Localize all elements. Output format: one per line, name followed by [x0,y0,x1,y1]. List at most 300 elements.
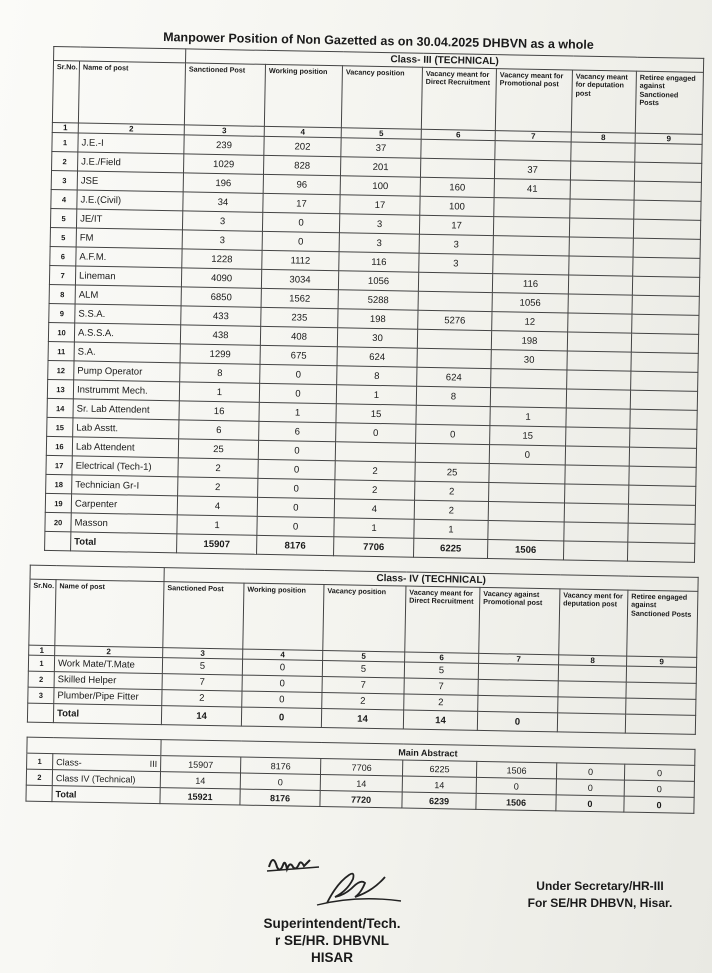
handwritten-signature [257,845,407,915]
promo-cell: 15 [490,426,566,446]
col-number: 5 [323,651,405,663]
sr-no-cell: 19 [45,493,71,512]
class3-heading: Class- III (TECHNICAL) [186,49,704,72]
col-header: Retiree engaged against Sanctioned Posts [635,71,703,134]
working-cell: 96 [263,174,340,194]
deput-cell [565,484,629,504]
sanctioned-cell: 6 [179,420,259,440]
signatory-left-line1: Superintendent/Tech. [263,916,401,931]
col-number: 1 [52,122,78,132]
post-name-cell: Instrummt Mech. [73,380,179,401]
post-name: Class- [56,756,82,768]
sr-no-cell: 5 [50,227,76,246]
post-name-cell: FM [76,228,182,249]
document-title: Manpower Position of Non Gazetted as on 30.04.2025 DHBVN as a whole [163,30,594,52]
total-label: Total [71,532,177,553]
deput-cell [565,465,629,485]
sr-no-cell: 1 [52,132,78,151]
total-direct: 6225 [413,538,487,558]
sanctioned-cell: 2 [162,690,242,707]
col-number: 6 [405,652,479,663]
sr-no-cell: 2 [52,151,78,170]
sr-no-cell: 15 [47,417,73,436]
post-name-cell: JE/IT [76,209,182,230]
working-cell: 0 [258,459,335,479]
total-deput [563,541,627,561]
working-cell: 0 [257,497,334,517]
promo-cell [489,464,565,484]
working-cell: 0 [242,691,322,708]
promo-cell: 41 [494,179,570,199]
sanctioned-cell: 3 [182,211,262,231]
sanctioned-cell: 239 [184,135,264,155]
direct-cell: 2 [414,500,488,520]
col-header: Sr.No. [52,61,79,123]
sanctioned-cell: 433 [181,306,261,326]
sr-no-cell: 4 [51,189,77,208]
deput-cell [564,522,628,542]
total-retiree [625,714,695,734]
post-name-cell: Pump Operator [74,361,180,382]
main-abstract-table [25,737,695,814]
working-cell: 675 [260,345,337,365]
deput-cell [570,161,634,181]
sr-no-cell: 14 [47,398,73,417]
sr-no-cell: 6 [50,246,76,265]
deput-cell: 0 [556,779,624,796]
deput-cell [567,332,631,352]
vacancy-cell: 116 [339,252,419,272]
direct-cell: 25 [415,462,489,482]
col-number: 1 [29,645,55,655]
vacancy-cell: 0 [336,423,416,443]
total-sanctioned: 14 [161,706,241,726]
retiree-cell [629,447,696,467]
col-number: 8 [559,655,627,666]
vacancy-cell: 17 [340,195,420,215]
deput-cell [570,199,634,219]
direct-cell: 624 [417,367,491,387]
col-header: Vacancy ment for deputation post [559,589,628,656]
vacancy-cell: 2 [335,461,415,481]
sr-no-cell: 5 [50,208,76,227]
working-cell: 17 [263,193,340,213]
direct-cell: 5276 [418,310,492,330]
total-working: 8176 [257,535,334,555]
post-name-cell: J.E.(Civil) [77,190,183,211]
sanctioned-cell: 15907 [161,756,241,773]
sr-no-cell: 7 [49,265,75,284]
sanctioned-cell: 25 [178,439,258,459]
vacancy-cell: 2 [335,480,415,500]
post-name-cell: Skilled Helper [54,672,162,690]
post-name-cell: J.E.-I [78,133,184,154]
retiree-cell [626,682,696,699]
promo-cell [478,663,558,680]
col-header: Working position [264,64,342,127]
vacancy-cell: 201 [340,157,420,177]
post-name-cell [52,770,160,788]
vacancy-cell: 100 [340,176,420,196]
sanctioned-cell: 8 [180,363,260,383]
post-name-cell: J.E./Field [78,152,184,173]
sr-no-cell: 20 [45,512,71,531]
sanctioned-cell: 438 [180,325,260,345]
class4-heading: Class- IV (TECHNICAL) [164,568,698,592]
promo-cell: 37 [494,160,570,180]
retiree-cell: 0 [624,764,694,781]
signatory-right [500,878,700,912]
direct-cell [421,139,495,159]
sr-no-cell: 17 [46,455,72,474]
working-cell: 0 [262,212,339,232]
sanctioned-cell: 1 [179,382,259,402]
retiree-cell [630,409,697,429]
sanctioned-cell: 34 [183,192,263,212]
col-header: Retiree engaged against Sanctioned Posts [627,590,698,657]
direct-cell [416,405,490,425]
working-cell: 8176 [241,757,321,774]
working-cell: 235 [261,307,338,327]
retiree-cell [628,504,695,524]
deput-cell [571,142,635,162]
promo-cell [489,483,565,503]
promo-cell [493,217,569,237]
vacancy-cell: 5 [322,661,404,678]
post-name-cell: S.A. [74,342,180,363]
direct-cell: 7 [404,678,478,695]
deput-cell [565,446,629,466]
col-number: 4 [243,649,323,660]
post-name-cell: Lab Asstt. [73,418,179,439]
promo-cell [478,679,558,696]
total-promo: 1506 [476,793,556,810]
retiree-cell [635,143,702,163]
deput-cell [567,351,631,371]
post-name-cell: Plumber/Pipe Fitter [54,688,162,706]
sanctioned-cell: 14 [160,772,240,789]
direct-cell [417,329,491,349]
deput-cell [569,237,633,257]
promo-cell: 30 [491,350,567,370]
direct-cell [414,519,488,539]
col-number: 2 [78,123,184,135]
vacancy-cell: 14 [320,775,402,792]
total-vacancy: 7720 [320,791,402,808]
promo-cell: 198 [491,331,567,351]
promo-cell: 116 [492,274,568,294]
promo-cell: 1056 [492,293,568,313]
sr-no-cell: 11 [48,341,74,360]
sr-no-cell: 12 [48,360,74,379]
direct-cell [420,158,494,178]
retiree-cell [634,200,701,220]
post-name-cell: Lab Attendent [72,437,178,458]
working-cell: 0 [259,383,336,403]
direct-cell: 8 [416,386,490,406]
vacancy-cell: 2 [322,693,404,710]
total-retiree [627,542,694,562]
direct-cell: 6225 [402,760,476,777]
sr-no-cell: 9 [49,303,75,322]
direct-cell: 2 [415,481,489,501]
vacancy-cell: 3 [339,214,419,234]
retiree-cell [629,466,696,486]
total-working: 0 [241,707,321,727]
sanctioned-cell: 1299 [180,344,260,364]
col-header: Vacancy against Promotional post [479,587,560,654]
total-vacancy: 14 [321,709,403,729]
retiree-cell [626,698,696,715]
direct-cell: 3 [419,253,493,273]
deput-cell [568,294,632,314]
retiree-cell [631,371,698,391]
deput-cell [569,256,633,276]
vacancy-cell: 37 [341,138,421,158]
working-cell: 1112 [262,250,339,270]
direct-cell: 3 [419,234,493,254]
working-cell: 0 [258,478,335,498]
retiree-cell: 0 [624,780,694,797]
direct-cell: 17 [419,215,493,235]
col-number: 9 [635,133,702,144]
sr-no-cell: 1 [27,753,53,769]
col-header: Vacancy meant for Direct Recruitment [405,586,480,653]
retiree-cell [630,390,697,410]
deput-cell [564,503,628,523]
working-cell: 0 [257,516,334,536]
col-number: 6 [421,129,495,140]
sanctioned-cell: 3 [182,230,262,250]
working-cell: 202 [264,136,341,156]
retiree-cell [631,352,698,372]
vacancy-cell: 1 [336,385,416,405]
deput-cell [566,427,630,447]
retiree-cell [633,219,700,239]
deput-cell [566,389,630,409]
sr-no-cell: 2 [28,671,54,687]
total-direct: 6239 [402,792,476,809]
direct-cell: 2 [404,694,478,711]
sanctioned-cell: 16 [179,401,259,421]
total-sanctioned: 15921 [160,788,240,805]
vacancy-cell: 4 [334,499,414,519]
sanctioned-cell: 4 [177,496,257,516]
total-vacancy: 7706 [334,537,414,557]
signatory-left-line3: HISAR [310,950,353,965]
deput-cell: 0 [556,763,624,780]
post-name-cell: Work Mate/T.Mate [54,656,162,674]
deput-cell [569,218,633,238]
vacancy-cell: 5288 [338,290,418,310]
retiree-cell [628,523,695,543]
sanctioned-cell: 7 [162,674,242,691]
col-number: 9 [627,656,697,667]
total-promo: 1506 [487,540,563,560]
working-cell: 0 [242,675,322,692]
vacancy-cell [335,442,415,462]
total-label: Total [52,786,160,804]
total-promo: 0 [477,711,557,731]
retiree-cell [632,295,699,315]
sanctioned-cell: 1029 [183,154,263,174]
promo-cell [478,695,558,712]
total-retiree: 0 [624,796,694,813]
sr-no-cell: 1 [28,655,54,671]
post-name-cell: Technician Gr-I [72,475,178,496]
deput-cell [558,665,626,682]
col-header: Vacancy meant for Promotional post [495,69,572,132]
retiree-cell [631,333,698,353]
total-deput [557,713,625,733]
sanctioned-cell: 1228 [182,249,262,269]
sr-no-cell: 3 [51,170,77,189]
retiree-cell [630,428,697,448]
post-name-cell: Carpenter [71,494,177,515]
class3-table [44,46,704,563]
deput-cell [558,697,626,714]
col-header: Working position [243,583,324,650]
direct-cell [418,272,492,292]
working-cell: 6 [259,421,336,441]
promo-cell [488,502,564,522]
vacancy-cell: 7706 [320,759,402,776]
abstract-heading: Main Abstract [161,740,695,766]
post-name-cell [53,754,161,772]
col-header: Vacancy meant for deputation post [571,70,636,133]
total-deput: 0 [556,795,624,812]
deput-cell [558,681,626,698]
total-direct: 14 [403,710,477,730]
total-working: 8176 [240,789,320,806]
retiree-cell [626,666,696,683]
post-name-cell: A.F.M. [76,247,182,268]
retiree-cell [632,276,699,296]
sr-no-cell: 3 [28,687,54,703]
direct-cell: 160 [420,177,494,197]
post-name-cell: Sr. Lab Attendent [73,399,179,420]
post-name-suffix: III [149,758,158,769]
sr-no-cell: 8 [49,284,75,303]
vacancy-cell: 1 [334,518,414,538]
direct-value: 1 [448,523,454,535]
direct-cell [417,348,491,368]
working-cell: 0 [258,440,335,460]
vacancy-cell: 7 [322,677,404,694]
col-header: Sr.No. [29,579,56,645]
col-header: Sanctioned Post [184,63,265,126]
direct-cell: 100 [420,196,494,216]
col-number: 3 [163,648,243,659]
promo-cell [495,141,571,161]
promo-cell: 0 [476,777,556,794]
post-name-cell: Electrical (Tech-1) [72,456,178,477]
vacancy-cell: 8 [337,366,417,386]
working-cell: 1 [259,402,336,422]
promo-cell: 12 [492,312,568,332]
promo-cell: 0 [489,445,565,465]
col-header: Sanctioned Post [163,582,244,649]
col-number: 5 [341,128,421,139]
post-name-cell: Lineman [75,266,181,287]
direct-cell: 0 [416,424,490,444]
direct-cell: 14 [402,776,476,793]
working-cell: 0 [262,231,339,251]
promo-cell [490,388,566,408]
deput-cell [568,275,632,295]
retiree-cell [629,485,696,505]
post-name-cell: S.S.A. [75,304,181,325]
deput-cell [567,370,631,390]
signatory-right-line1: Under Secretary/HR-III [536,879,664,893]
working-cell: 3034 [261,269,338,289]
col-number: 2 [55,646,163,658]
deput-cell [566,408,630,428]
sr-no-cell: 10 [48,322,74,341]
document-sheet [33,8,703,814]
vacancy-cell: 15 [336,404,416,424]
promo-cell: 1506 [476,761,556,778]
sanctioned-cell: 4090 [181,268,261,288]
working-cell: 0 [260,364,337,384]
col-number: 4 [264,126,341,137]
working-cell: 0 [240,773,320,790]
promo-cell: 1 [490,407,566,427]
total-label: Total [53,704,161,725]
vacancy-cell: 624 [337,347,417,367]
signatory-left [232,845,432,966]
sanctioned-cell: 6850 [181,287,261,307]
working-cell: 0 [242,659,322,676]
col-header: Vacancy position [341,66,422,129]
sanctioned-cell: 196 [183,173,263,193]
post-name-cell: JSE [77,171,183,192]
working-cell: 828 [263,155,340,175]
sanctioned-cell: 1 [177,515,257,535]
sanctioned-cell: 2 [178,458,258,478]
deput-cell [568,313,632,333]
retiree-cell [633,238,700,258]
vacancy-cell: 30 [337,328,417,348]
retiree-cell [632,314,699,334]
retiree-cell [633,257,700,277]
col-number: 3 [184,125,264,136]
post-name: Class IV (Technical) [55,772,136,785]
signatory-right-line2: For SE/HR DHBVN, Hisar. [527,896,673,910]
col-number: 7 [479,653,559,664]
retiree-cell [634,162,701,182]
signatory-left-line2: r SE/HR. DHBVNL [274,933,389,948]
col-header: Name of post [55,580,164,648]
promo-cell [493,255,569,275]
post-name-cell: Masson [71,513,177,534]
sr-no-cell: 18 [46,474,72,493]
vacancy-cell: 198 [338,309,418,329]
col-number: 7 [495,131,571,142]
col-header: Name of post [78,61,185,125]
post-name-cell: ALM [75,285,181,306]
sanctioned-cell: 5 [162,658,242,675]
promo-cell [493,236,569,256]
working-cell: 408 [260,326,337,346]
vacancy-cell: 1056 [338,271,418,291]
vacancy-cell: 3 [339,233,419,253]
direct-cell: 5 [404,662,478,679]
promo-cell [488,521,564,541]
direct-cell [415,443,489,463]
total-sanctioned: 15907 [177,534,257,554]
sr-no-cell: 2 [26,769,52,785]
